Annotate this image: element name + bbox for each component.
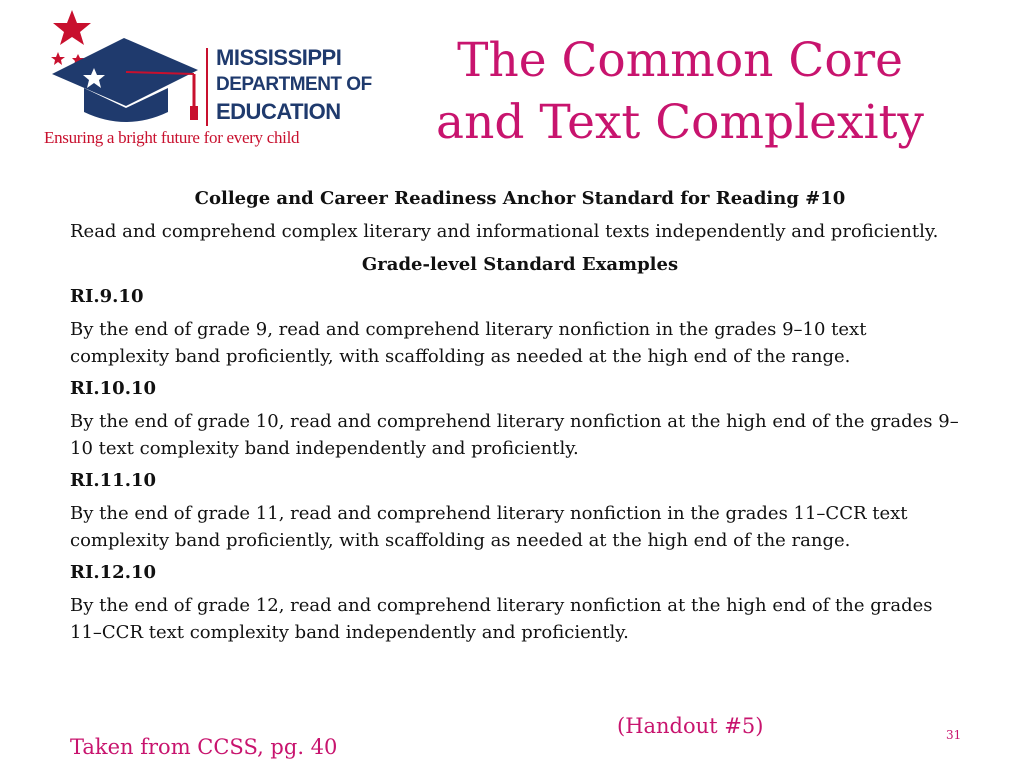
mde-logo [44, 8, 372, 158]
logo-org-name [216, 44, 372, 125]
logo-org-line-2: DEPARTMENT OF [216, 74, 372, 95]
anchor-standard-heading: College and Career Readiness Anchor Standard for Reading #10 [194, 188, 846, 209]
standard-text: By the end of grade 11, read and comprehend literary nonfiction in the grades 11–CCR text complexity band proficiently, with scaffolding as needed at the high end of the range. [70, 503, 908, 551]
logo-org-line-3: EDUCATION [216, 99, 341, 124]
source-citation: Taken from CCSS, pg. 40 [70, 735, 338, 759]
page-number: 31 [946, 728, 962, 742]
slide-title-line-1: The Common Core [457, 33, 903, 88]
standard-text: By the end of grade 12, read and comprehend literary nonfiction at the high end of the grades 11–CCR text complexity band independently and proficiently. [70, 595, 933, 643]
slide-title-line-2: and Text Complexity [436, 95, 924, 150]
standard-code: RI.9.10 [70, 286, 144, 307]
standard-code: RI.10.10 [70, 378, 157, 399]
red-star-icon [53, 10, 91, 45]
graduation-cap-star-icon [44, 8, 204, 128]
logo-divider [206, 48, 208, 126]
standard-text: By the end of grade 10, read and comprehend literary nonfiction at the high end of the grades 9–10 text complexity band independently and proficiently. [70, 411, 959, 459]
standard-code: RI.11.10 [70, 470, 157, 491]
logo-tagline: Ensuring a bright future for every child [44, 128, 300, 147]
anchor-standard-text: Read and comprehend complex literary and informational texts independently and proficiently. [70, 221, 939, 242]
slide-body [70, 185, 970, 646]
standard-code: RI.12.10 [70, 562, 157, 583]
logo-org-line-1: MISSISSIPPI [216, 45, 342, 70]
standard-text: By the end of grade 9, read and comprehend literary nonfiction in the grades 9–10 text complexity band proficiently, with scaffolding as needed at the high end of the range. [70, 319, 867, 367]
handout-label: (Handout #5) [617, 714, 764, 738]
slide-title [400, 30, 960, 154]
examples-heading: Grade-level Standard Examples [361, 254, 679, 275]
